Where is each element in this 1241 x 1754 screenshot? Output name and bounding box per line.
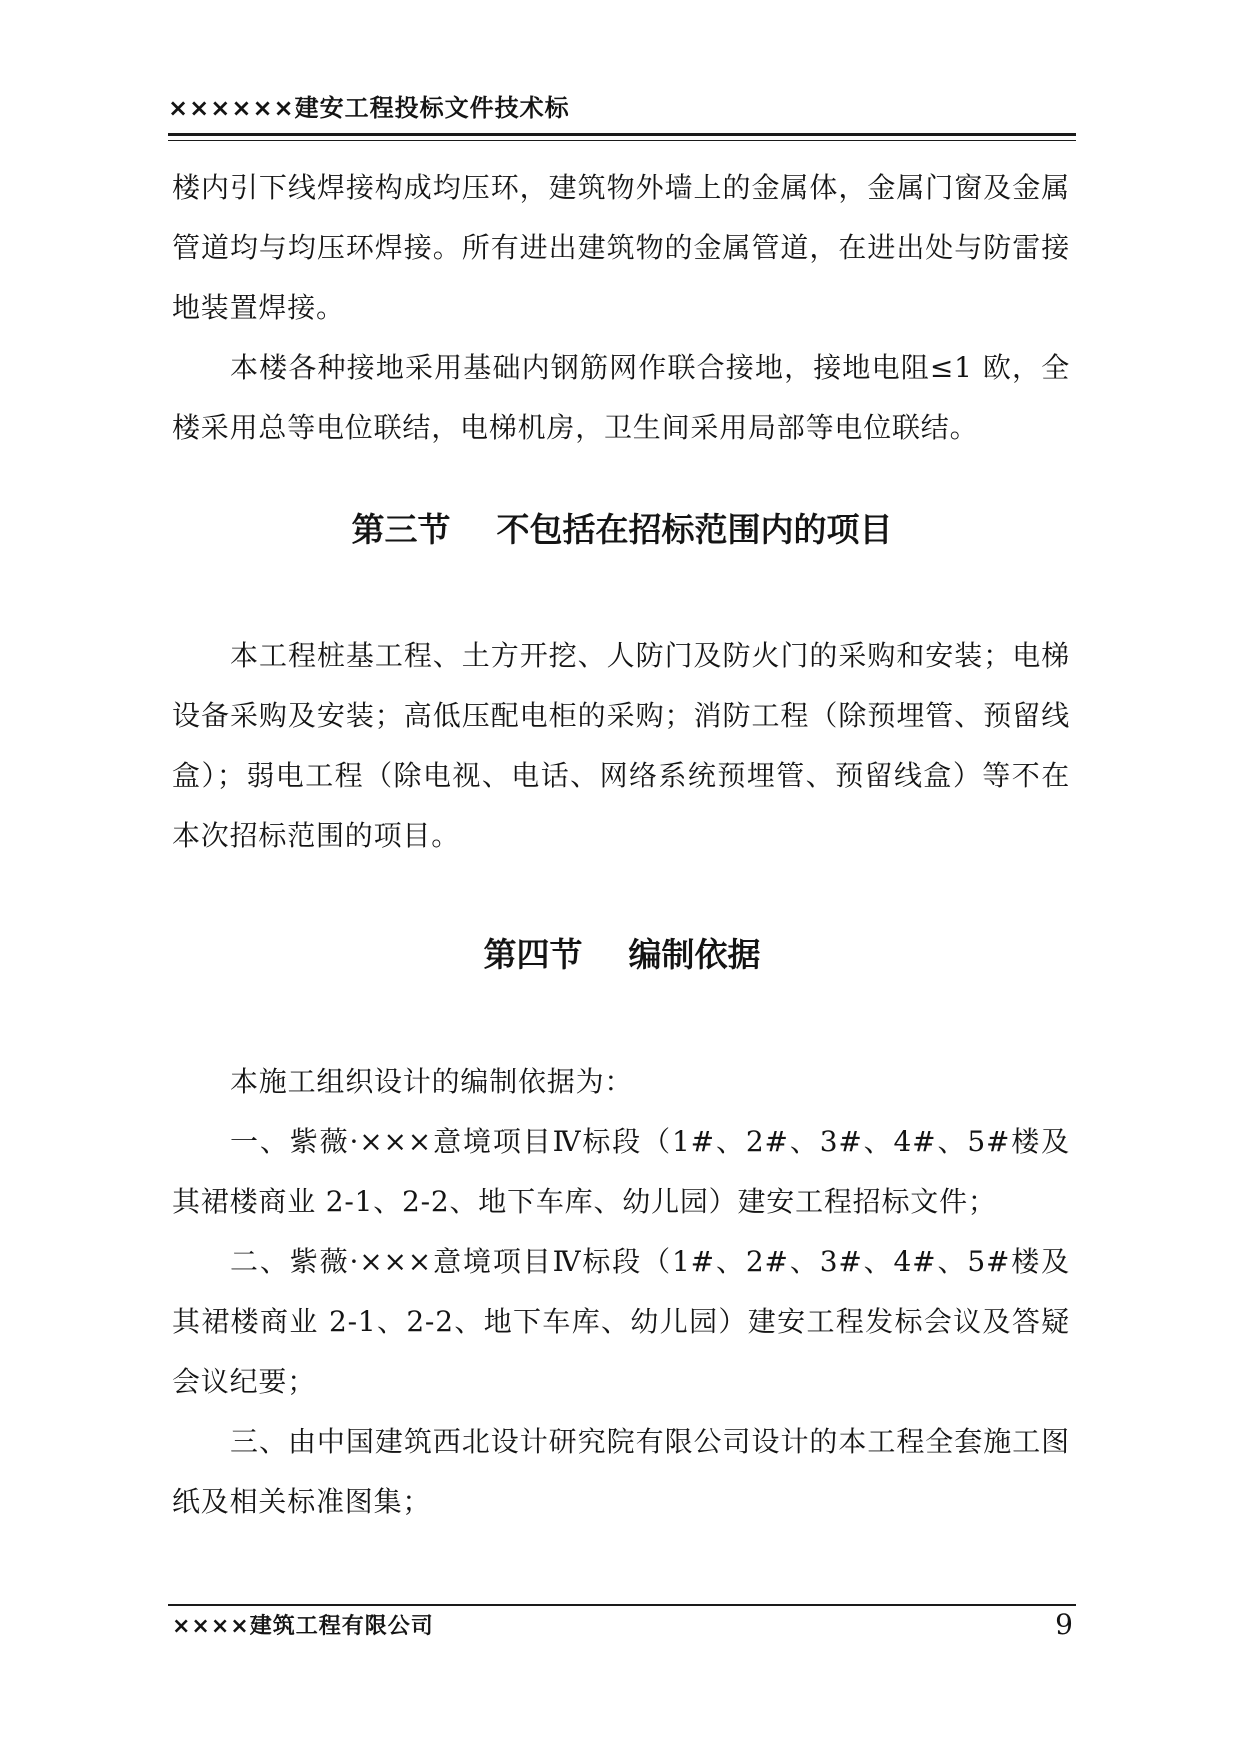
footer-rule <box>168 1604 1076 1606</box>
header-rule-thin <box>168 140 1076 141</box>
body-paragraph: 一、紫薇·×××意境项目Ⅳ标段（1#、2#、3#、4#、5#楼及其裙楼商业 2-1、2-2、地下车库、幼儿园）建安工程招标文件； <box>172 1125 1070 1218</box>
body-paragraph: 二、紫薇·×××意境项目Ⅳ标段（1#、2#、3#、4#、5#楼及其裙楼商业 2-1、2-2、地下车库、幼儿园）建安工程发标会议及答疑会议纪要； <box>172 1245 1070 1398</box>
section-heading: 第四节 编制依据 <box>483 935 761 974</box>
body-paragraph: 本楼各种接地采用基础内钢筋网作联合接地，接地电阻≤1 欧，全楼采用总等电位联结，电梯机房，卫生间采用局部等电位联结。 <box>172 351 1070 444</box>
body-paragraph: 本施工组织设计的编制依据为： <box>230 1065 634 1098</box>
body-paragraph: 本工程桩基工程、土方开挖、人防门及防火门的采购和安装；电梯设备采购及安装；高低压配电柜的采购；消防工程（除预埋管、预留线盒）；弱电工程（除电视、电话、网络系统预埋管、预留线盒）等不在本次招标范围的项目。 <box>172 639 1070 852</box>
page-number: 9 <box>1055 1608 1073 1641</box>
section-heading: 第三节 不包括在招标范围内的项目 <box>351 510 893 549</box>
running-header: ××××××建安工程投标文件技术标 <box>168 94 570 122</box>
body-paragraph: 三、由中国建筑西北设计研究院有限公司设计的本工程全套施工图纸及相关标准图集； <box>172 1425 1070 1518</box>
footer-company-name: ××××建筑工程有限公司 <box>172 1614 434 1639</box>
body-paragraph: 楼内引下线焊接构成均压环，建筑物外墙上的金属体，金属门窗及金属管道均与均压环焊接。所有进出建筑物的金属管道，在进出处与防雷接地装置焊接。 <box>172 171 1070 324</box>
header-rule-thick <box>168 133 1076 136</box>
